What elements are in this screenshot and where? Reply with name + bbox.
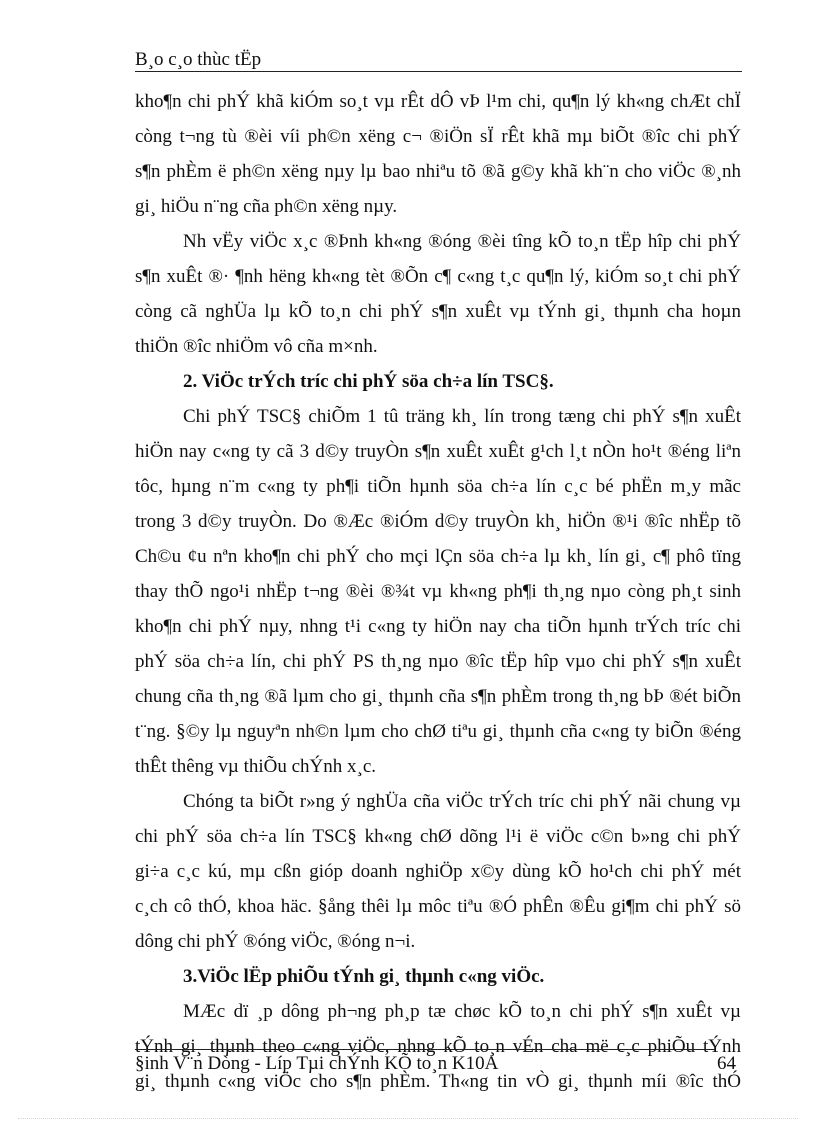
text-line: chi phÝ söa ch÷a lín TSC§ kh«ng chØ dõng l¹i ë viÖc c©n b»ng chi phÝ xyxy=(135,826,741,847)
page-header: B¸o c¸o thùc tËp xyxy=(135,49,262,70)
page-number: 64 xyxy=(717,1053,736,1074)
footer-divider xyxy=(135,1049,715,1050)
text-line: Nh vËy viÖc x¸c ®Þnh kh«ng ®óng ®èi tîng kÕ to¸n tËp hîp chi phÝ xyxy=(183,231,741,252)
text-line: chung cña th¸ng ®ã lµm cho gi¸ thµnh cña s¶n phÈm trong th¸ng bÞ ®ét biÕn xyxy=(135,686,741,707)
text-line: tôc, hµng n¨m c«ng ty ph¶i tiÕn hµnh söa ch÷a lín c¸c bé phËn m¸y mãc xyxy=(135,476,741,497)
text-line: s¶n phÈm ë ph©n xëng nµy lµ bao nhiªu tõ ®ã g©y khã kh¨n cho viÖc ®¸nh xyxy=(135,161,741,182)
text-line: thiÖn ®îc nhiÖm vô cña m×nh. xyxy=(135,336,378,357)
text-line: Chi phÝ TSC§ chiÕm 1 tû träng kh¸ lín trong tæng chi phÝ s¶n xuÊt xyxy=(183,406,741,427)
header-divider xyxy=(135,71,742,72)
section-heading: 2. ViÖc trÝch tríc chi phÝ söa ch÷a lín TSC§. xyxy=(183,371,554,392)
text-line: phÝ söa ch÷a lín, chi phÝ PS th¸ng nµo ®îc tËp hîp vµo chi phÝ s¶n xuÊt xyxy=(135,651,741,672)
text-line: trong 3 d©y truyÒn. Do ®Æc ®iÓm d©y truyÒn kh¸ hiÖn ®¹i ®îc nhËp tõ xyxy=(135,511,741,532)
text-line: Chóng ta biÕt r»ng ý nghÜa cña viÖc trÝch tríc chi phÝ nãi chung vµ xyxy=(183,791,741,812)
text-line: t¨ng. §©y lµ nguyªn nh©n lµm cho chØ tiªu gi¸ thµnh cña c«ng ty biÕn ®éng xyxy=(135,721,741,742)
text-line: kho¶n chi phÝ nµy, nhng t¹i c«ng ty hiÖn nay cha tiÕn hµnh trÝch tríc chi xyxy=(135,616,741,637)
text-line: dông chi phÝ ®óng viÖc, ®óng n¬i. xyxy=(135,931,416,952)
text-line: gi÷a c¸c kú, mµ cßn gióp doanh nghiÖp x©y dùng kÕ ho¹ch chi phÝ mét xyxy=(135,861,741,882)
footer-author: §inh V¨n Dòng - Líp Tµi chÝnh KÕ to¸n K10A xyxy=(135,1053,499,1074)
section-heading: 3.ViÖc lËp phiÕu tÝnh gi¸ thµnh c«ng viÖc. xyxy=(183,966,545,987)
text-line: tÝnh gi¸ thµnh theo c«ng viÖc, nhng kÕ to¸n vÉn cha më c¸c phiÕu tÝnh xyxy=(135,1036,741,1057)
text-line: gi¸ thµnh c«ng viÖc cho s¶n phÈm. Th«ng tin vÒ gi¸ thµnh míi ®îc thÓ xyxy=(135,1071,741,1092)
text-line: MÆc dï ¸p dông ph¬ng ph¸p tæ chøc kÕ to¸n chi phÝ s¶n xuÊt vµ xyxy=(183,1001,741,1022)
text-line: thay thÕ ngo¹i nhËp t¬ng ®èi ®¾t vµ kh«ng ph¶i th¸ng nµo còng ph¸t sinh xyxy=(135,581,741,602)
text-line: thÊt thêng vµ thiÕu chÝnh x¸c. xyxy=(135,756,377,777)
text-line: kho¶n chi phÝ khã kiÓm so¸t vµ rÊt dÔ vÞ l¹m chi, qu¶n lý kh«ng chÆt chÏ xyxy=(135,91,741,112)
text-line: hiÖn nay c«ng ty cã 3 d©y truyÒn s¶n xuÊt xuÊt g¹ch l¸t nÒn ho¹t ®éng liªn xyxy=(135,441,741,462)
text-line: gi¸ hiÖu n¨ng cña ph©n xëng nµy. xyxy=(135,196,398,217)
text-line: còng t¬ng tù ®èi víi ph©n xëng c¬ ®iÖn sÏ rÊt khã mµ biÕt ®îc chi phÝ xyxy=(135,126,741,147)
text-line: c¸ch cô thÓ, khoa häc. §ång thêi lµ môc tiªu ®Ó phÊn ®Êu gi¶m chi phÝ sö xyxy=(135,896,741,917)
text-line: còng cã nghÜa lµ kÕ to¸n chi phÝ s¶n xuÊt vµ tÝnh gi¸ thµnh cha hoµn xyxy=(135,301,741,322)
page-bottom-dotted-edge xyxy=(18,1118,798,1119)
text-line: Ch©u ¢u nªn kho¶n chi phÝ cho mçi lÇn söa ch÷a lµ kh¸ lín gi¸ c¶ phô tïng xyxy=(135,546,741,567)
text-line: s¶n xuÊt ®· ¶nh hëng kh«ng tèt ®Õn c¶ c«ng t¸c qu¶n lý, kiÓm so¸t chi phÝ xyxy=(135,266,741,287)
